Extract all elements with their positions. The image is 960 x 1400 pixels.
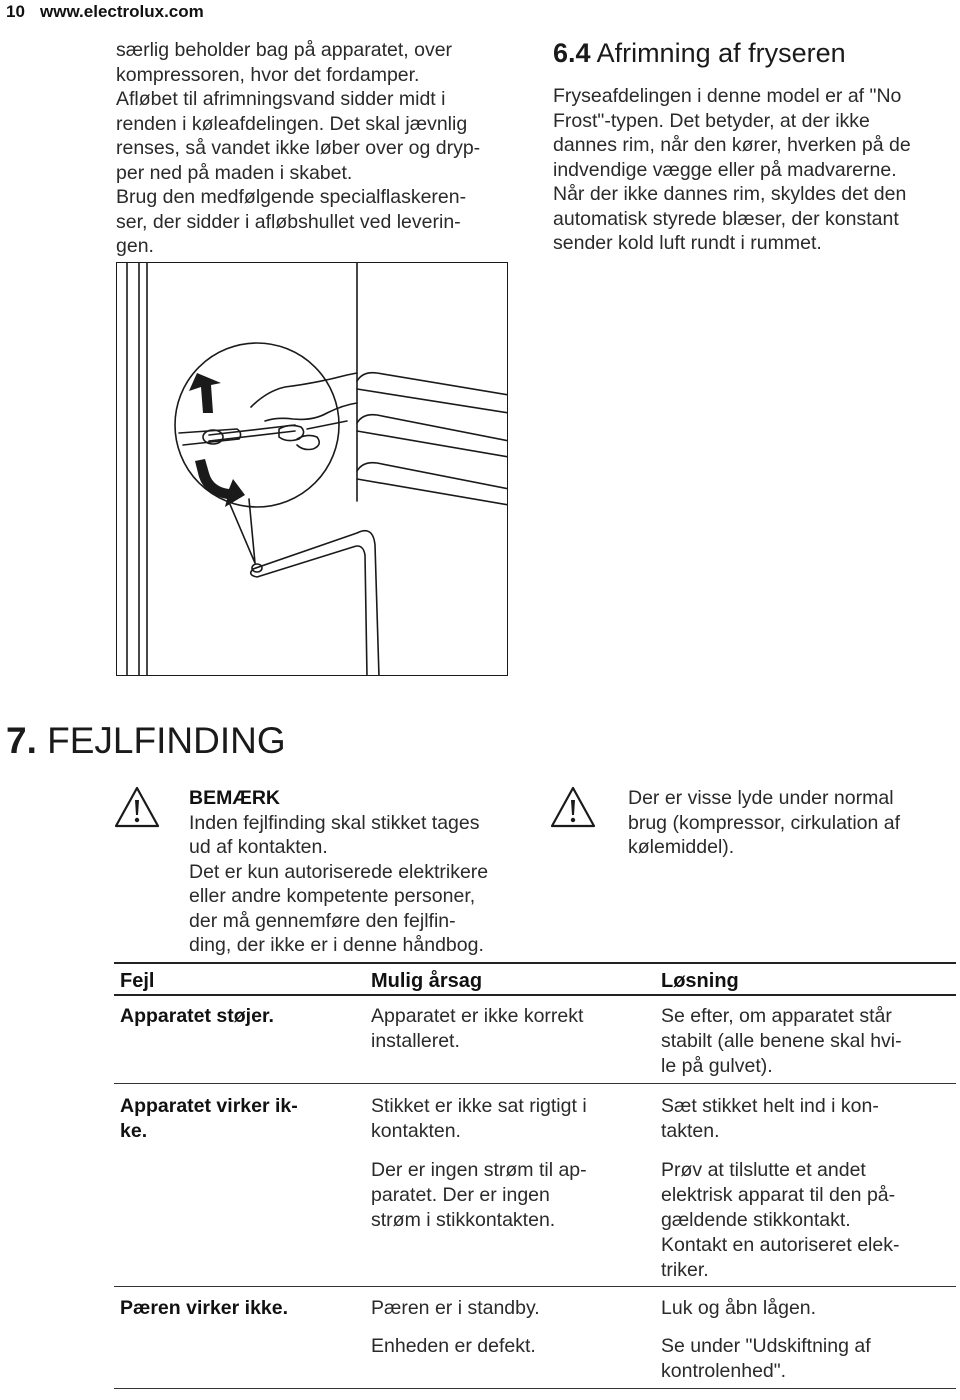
text-line: renden i køleafdelingen. Det skal jævnlig (116, 112, 468, 135)
section-title-text: Afrimning af fryseren (596, 38, 846, 68)
text-line: brug (kompressor, cirkulation af (628, 811, 901, 834)
cell-fault (120, 1004, 274, 1029)
cell-line: stabilt (alle benene skal hvi- (661, 1030, 902, 1052)
row-separator (114, 1083, 956, 1084)
table-row (114, 1086, 956, 1150)
cell-line: installeret. (371, 1030, 460, 1052)
cell-line: Prøv at tilslutte et andet (661, 1159, 866, 1181)
cell-line: le på gulvet). (661, 1055, 773, 1077)
text-line: per ned på maden i skabet. (116, 161, 353, 184)
cell-line: Pæren er i standby. (371, 1297, 540, 1319)
text-line: renses, så vandet ikke løber over og dryp- (116, 137, 481, 159)
cell-line: takten. (661, 1120, 720, 1142)
text-line: eller andre kompetente personer, (189, 885, 476, 907)
cell-line: Der er ingen strøm til ap- (371, 1159, 587, 1181)
text-line: gen. (116, 235, 154, 257)
cell-line: Kontakt en autoriseret elek- (661, 1234, 900, 1256)
text-line: ser, der sidder i afløbshullet ved leverin- (116, 210, 461, 233)
drain-cleaning-illustration (116, 262, 508, 676)
page-number: 10 (6, 2, 25, 21)
cell-line: kontakten. (371, 1120, 461, 1142)
text-line: særlig beholder bag på apparatet, over (116, 39, 453, 61)
warning-triangle-icon (114, 786, 160, 828)
cell-solution (661, 1334, 871, 1384)
section-number: 6.4 (553, 38, 591, 68)
table-row (114, 1330, 956, 1392)
cell-fault (120, 1296, 288, 1321)
text-line: Brug den medfølgende specialflaskeren- (116, 186, 467, 208)
cell-cause (371, 1094, 587, 1144)
text-line: Inden fejlfinding skal stikket tages (189, 811, 480, 834)
illustration-svg (117, 263, 508, 676)
row-separator (114, 1388, 956, 1389)
cell-line: strøm i stikkontakten. (371, 1209, 556, 1231)
table-row (114, 1292, 956, 1330)
text-line: Frost"-typen. Det betyder, at der ikke (553, 109, 870, 132)
table-header (114, 962, 956, 996)
cell-line: Apparatet virker ik- (120, 1095, 298, 1117)
table-row (114, 996, 956, 1086)
text-line: dannes rim, når den kører, hverken på de (553, 134, 911, 156)
header-solution: Løsning (661, 970, 739, 992)
text-line: Det er kun autoriserede elektrikere (189, 860, 489, 883)
text-line: ud af kontakten. (189, 836, 328, 858)
cell-line: paratet. Der er ingen (371, 1184, 550, 1206)
text-line: Der er visse lyde under normal (628, 787, 894, 809)
cell-solution (661, 1094, 879, 1144)
section-paragraph (553, 84, 953, 256)
cell-solution (661, 1296, 816, 1321)
cell-fault (120, 1094, 298, 1144)
left-paragraph (116, 38, 516, 259)
cell-line: Luk og åbn lågen. (661, 1297, 817, 1319)
cell-line: Pæren virker ikke. (120, 1297, 289, 1319)
chapter-number: 7. (6, 720, 37, 761)
site-url: www.electrolux.com (40, 2, 204, 21)
text-line: indvendige vægge eller på madvarerne. (553, 158, 897, 181)
cell-line: elektrisk apparat til den på- (661, 1184, 896, 1206)
cell-cause (371, 1004, 583, 1054)
text-line: kompressoren, hvor det fordamper. (116, 63, 420, 86)
text-line: sender kold luft rundt i rummet. (553, 232, 822, 254)
table-row (114, 1150, 956, 1292)
text-line: Fryseafdelingen i denne model er af "No (553, 85, 902, 107)
section-title (553, 38, 846, 69)
note-noise (628, 786, 948, 860)
cell-line: Se efter, om apparatet står (661, 1005, 892, 1027)
text-line: der må gennemføre den fejlfin- (189, 909, 456, 932)
cell-solution (661, 1004, 902, 1079)
chapter-title-text: FEJLFINDING (47, 720, 286, 761)
note-heading: BEMÆRK (189, 787, 280, 809)
note-bemaerk (189, 786, 534, 958)
row-separator (114, 1286, 956, 1287)
cell-cause (371, 1296, 540, 1321)
cell-solution (661, 1158, 899, 1283)
cell-cause (371, 1158, 587, 1233)
text-line: Afløbet til afrimningsvand sidder midt i (116, 88, 446, 110)
text-line: automatisk styrede blæser, der konstant (553, 207, 899, 230)
chapter-title (6, 720, 286, 762)
text-line: kølemiddel). (628, 836, 735, 858)
text-line: ding, der ikke er i denne håndbog. (189, 934, 484, 956)
warning-triangle-icon (550, 786, 596, 828)
header-fault: Fejl (120, 970, 155, 992)
cell-line: ke. (120, 1120, 148, 1142)
cell-line: Stikket er ikke sat rigtigt i (371, 1095, 587, 1117)
cell-line: triker. (661, 1259, 709, 1281)
troubleshooting-table (114, 962, 956, 1392)
text-line: Når der ikke dannes rim, skyldes det den (553, 183, 907, 205)
cell-cause (371, 1334, 536, 1359)
cell-line: kontrolenhed". (661, 1360, 787, 1382)
cell-line: gældende stikkontakt. (661, 1209, 851, 1231)
cell-line: Sæt stikket helt ind i kon- (661, 1095, 879, 1117)
header-cause: Mulig årsag (371, 970, 483, 992)
cell-line: Apparatet er ikke korrekt (371, 1005, 584, 1027)
cell-line: Se under "Udskiftning af (661, 1335, 871, 1357)
cell-line: Apparatet støjer. (120, 1005, 274, 1027)
cell-line: Enheden er defekt. (371, 1335, 536, 1357)
